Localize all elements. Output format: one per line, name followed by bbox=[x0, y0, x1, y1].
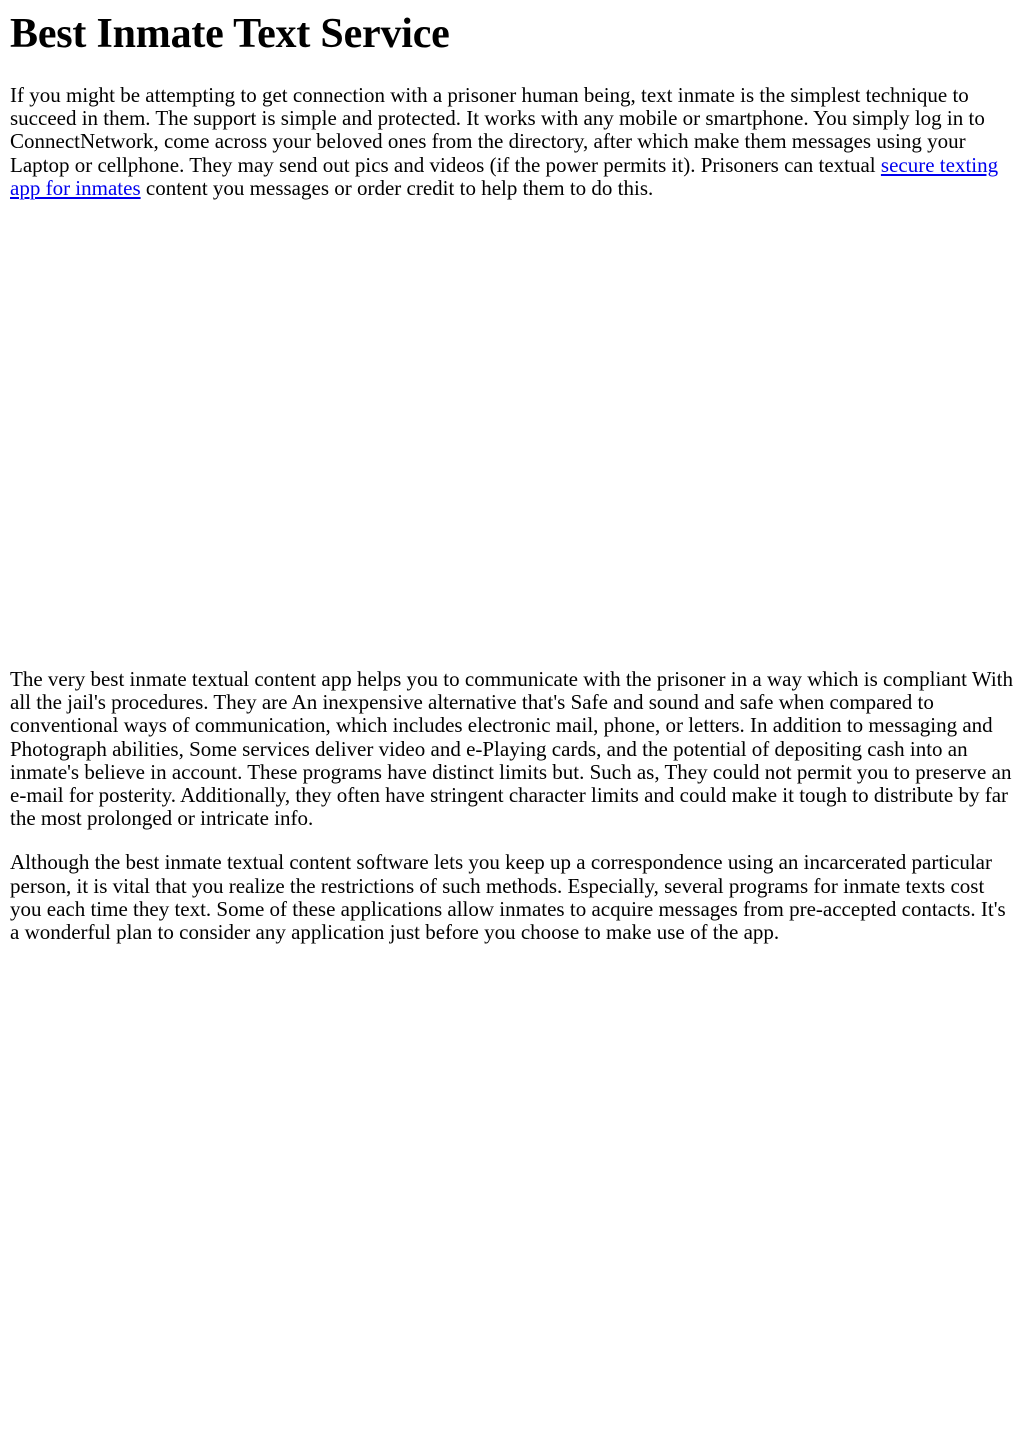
paragraph-restrictions: Although the best inmate textual content software lets you keep up a correspondence using an incarcerated particular person, it is vital that you realize the restrictions of such methods. Especially, several programs for inmate texts cost you each time they text. Some of these applications allow inmates to acquire messages from pre-accepted contacts. It's a wonderful plan to consider any application just before you choose to make use of the app. bbox=[10, 850, 1006, 945]
blank-space bbox=[10, 200, 1020, 668]
paragraph-intro-text-before: If you might be attempting to get connection with a prisoner human being, text inmate is the simplest technique to succeed in them. The support is simple and protected. It works with any mobile or smartphone. You simply log in to ConnectNetwork, come across your beloved ones from the directory, after which make them messages using your Laptop or cellphone. They may send out pics and videos (if the power permits it). Prisoners can textual bbox=[10, 83, 985, 177]
secure-texting-link[interactable]: secure texting app for inmates bbox=[10, 152, 999, 200]
paragraph-best-app: The very best inmate textual content app helps you to communicate with the prisoner in a way which is compliant With all the jail's procedures. They are An inexpensive alternative that's Safe and sound and safe when compared to conventional ways of communication, which includes electronic mail, phone, or letters. In addition to messaging and Photograph abilities, Some services deliver video and e-Playing cards, and the potential of depositing cash into an inmate's believe in account. These programs have distinct limits but. Such as, They could not permit you to preserve an e-mail for posterity. Additionally, they often have stringent character limits and could make it tough to distribute by far the most prolonged or intricate info. bbox=[10, 667, 1014, 831]
page-title: Best Inmate Text Service bbox=[10, 11, 450, 57]
article bbox=[10, 0, 1020, 944]
paragraph-intro bbox=[10, 84, 1020, 200]
paragraph-intro-text-after: content you messages or order credit to help them to do this. bbox=[140, 175, 654, 200]
